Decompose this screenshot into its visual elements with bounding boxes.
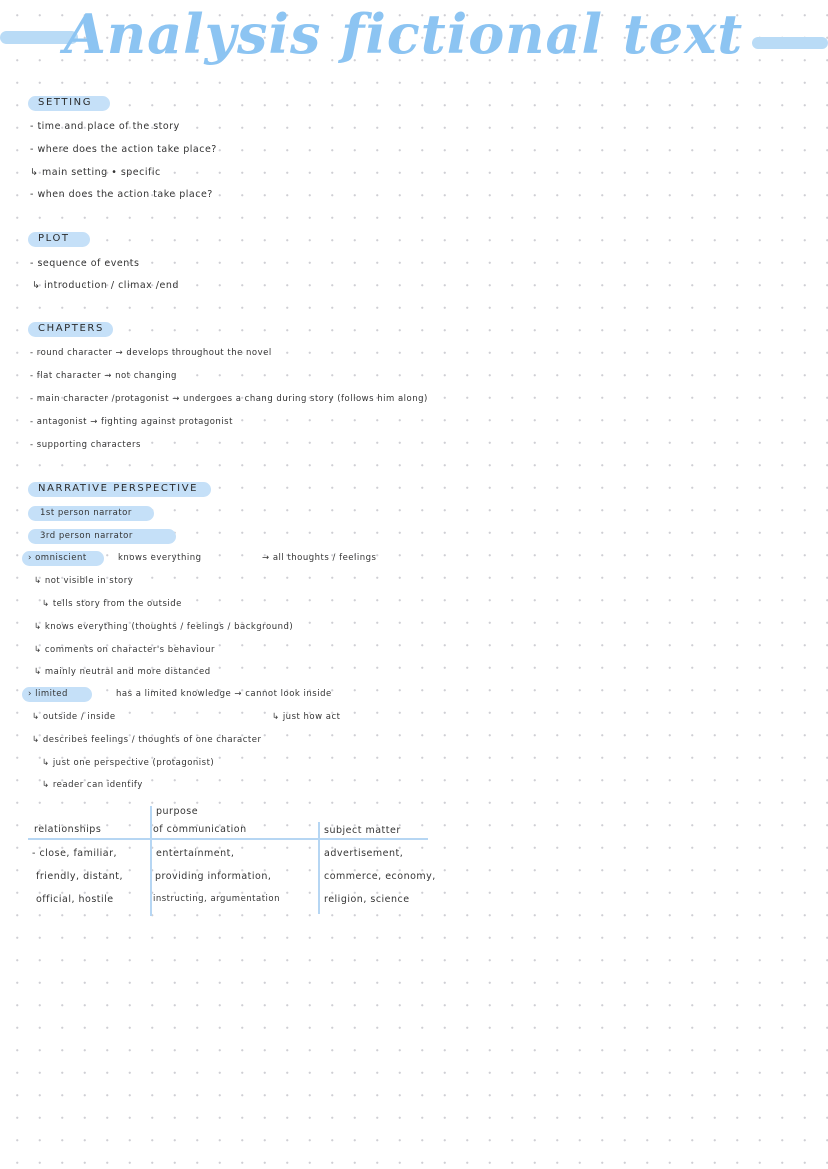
list-item: ↳ describes feelings / thoughts of one character <box>32 735 262 745</box>
table-divider-horizontal <box>28 838 428 840</box>
list-item: ↳ comments on character's behaviour <box>34 645 215 655</box>
plot-heading: PLOT <box>38 233 70 244</box>
list-item: - where does the action take place? <box>30 144 217 155</box>
table-cell: entertainment, <box>156 848 235 859</box>
list-item: ↳ just how act <box>272 712 341 722</box>
title-accent-right <box>752 37 828 49</box>
list-item: ↳ mainly neutral and more distanced <box>34 667 211 677</box>
omniscient-note: → all thoughts / feelings <box>262 553 377 563</box>
setting-heading: SETTING <box>38 97 93 108</box>
list-item: ↳ introduction / climax /end <box>32 280 179 291</box>
table-header-col3: subject matter <box>324 825 401 836</box>
table-header-col2-top: purpose <box>156 806 199 817</box>
table-cell: friendly, distant, <box>36 871 124 882</box>
table-divider-vertical-2 <box>318 822 320 914</box>
list-item: - main character /protagonist → undergoes a chang during story (follows him along) <box>30 394 428 404</box>
list-item: ↳ just one perspective (protagonist) <box>42 758 215 768</box>
table-cell: providing information, <box>155 871 272 882</box>
characters-heading: CHAPTERS <box>38 323 104 334</box>
list-item: ↳ knows everything (thoughts / feelings / background) <box>34 622 294 632</box>
table-cell: advertisement, <box>324 848 404 859</box>
table-header-col1: relationships <box>34 824 102 835</box>
list-item: ↳ main setting • specific <box>30 167 161 178</box>
list-item: - when does the action take place? <box>30 189 213 200</box>
page-title: Analysis fictional text <box>64 2 744 66</box>
table-cell: commerce, economy, <box>324 871 436 882</box>
omniscient-label: › omniscient <box>28 553 87 563</box>
list-item: ↳ reader can identify <box>42 780 143 790</box>
table-cell: religion, science <box>324 894 410 905</box>
omniscient-desc: knows everything <box>118 553 202 563</box>
table-divider-vertical <box>150 806 152 916</box>
list-item: - sequence of events <box>30 258 140 269</box>
third-person-label: 3rd person narrator <box>40 531 133 541</box>
list-item: - time and place of the story <box>30 121 180 132</box>
list-item: - flat character → not changing <box>30 371 177 381</box>
table-cell: official, hostile <box>36 894 114 905</box>
limited-desc: has a limited knowledge → cannot look inside <box>116 689 332 699</box>
list-item: - antagonist → fighting against protagonist <box>30 417 233 427</box>
table-cell: - close, familiar, <box>32 848 118 859</box>
table-header-col2: of communication <box>153 824 247 835</box>
list-item: - round character → develops throughout the novel <box>30 348 272 358</box>
limited-label: › limited <box>28 689 68 699</box>
table-cell: instructing, argumentation <box>153 894 281 904</box>
list-item: ↳ outside / inside <box>32 712 116 722</box>
list-item: ↳ not visible in story <box>34 576 134 586</box>
list-item: - supporting characters <box>30 440 141 450</box>
first-person-label: 1st person narrator <box>40 508 132 518</box>
page-title-banner <box>0 0 828 95</box>
list-item: ↳ tells story from the outside <box>42 599 182 609</box>
narrative-heading: NARRATIVE PERSPECTIVE <box>38 483 199 494</box>
